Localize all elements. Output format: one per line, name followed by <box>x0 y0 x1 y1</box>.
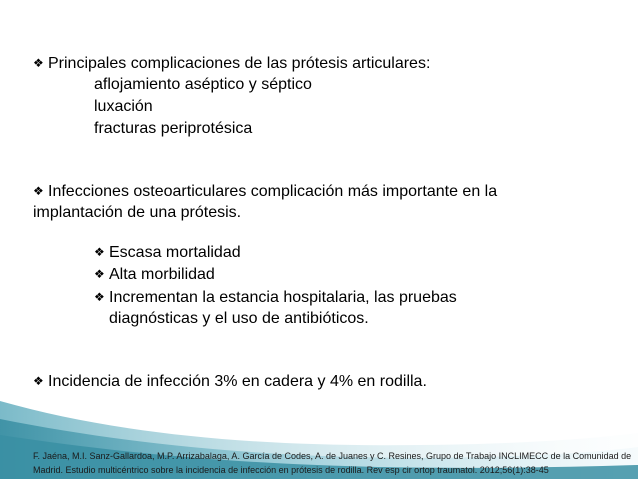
sub-bullet-text: Incrementan la estancia hospitalaria, las pruebas <box>109 289 457 306</box>
sub-item: fracturas periprotésica <box>94 120 253 137</box>
heading-complications: Principales complicaciones de las prótesis articulares: <box>48 55 431 72</box>
reference-line: F. Jaéna, M.I. Sanz-Gallardoa, M.P. Arrizabalaga, A. García de Codes, A. de Juanes y C. Resines, Grupo de Trabajo INCLIMECC de la Comunidad de <box>33 451 632 461</box>
bullet-heading-infections <box>33 181 497 202</box>
diamond-bullet-icon: ❖ <box>33 56 44 70</box>
sub-bullet <box>94 242 241 263</box>
bullet-heading-incidence <box>33 371 427 392</box>
diamond-bullet-icon: ❖ <box>33 184 44 198</box>
sub-item: aflojamiento aséptico y séptico <box>94 76 312 93</box>
bullet-heading-complications <box>33 53 430 74</box>
sub-bullet-continuation: diagnósticas y el uso de antibióticos. <box>109 310 369 327</box>
heading-incidence: Incidencia de infección 3% en cadera y 4% en rodilla. <box>48 373 427 390</box>
heading-infections-continuation: implantación de una prótesis. <box>33 204 242 221</box>
heading-infections: Infecciones osteoarticulares complicación más importante en la <box>48 183 498 200</box>
diamond-bullet-icon: ❖ <box>94 290 105 304</box>
diamond-bullet-icon: ❖ <box>33 374 44 388</box>
sub-bullet-text: Escasa mortalidad <box>109 244 241 261</box>
sub-bullet-text: Alta morbilidad <box>109 266 215 283</box>
sub-bullet <box>94 287 457 308</box>
diamond-bullet-icon: ❖ <box>94 245 105 259</box>
diamond-bullet-icon: ❖ <box>94 267 105 281</box>
sub-item: luxación <box>94 98 153 115</box>
reference-line: Madrid. Estudio multicéntrico sobre la incidencia de infección en prótesis de rodilla. Rev esp cir ortop traumatol. 2012;56(1):38-45 <box>33 465 549 475</box>
sub-bullet <box>94 264 215 285</box>
reference-citation <box>33 449 633 477</box>
